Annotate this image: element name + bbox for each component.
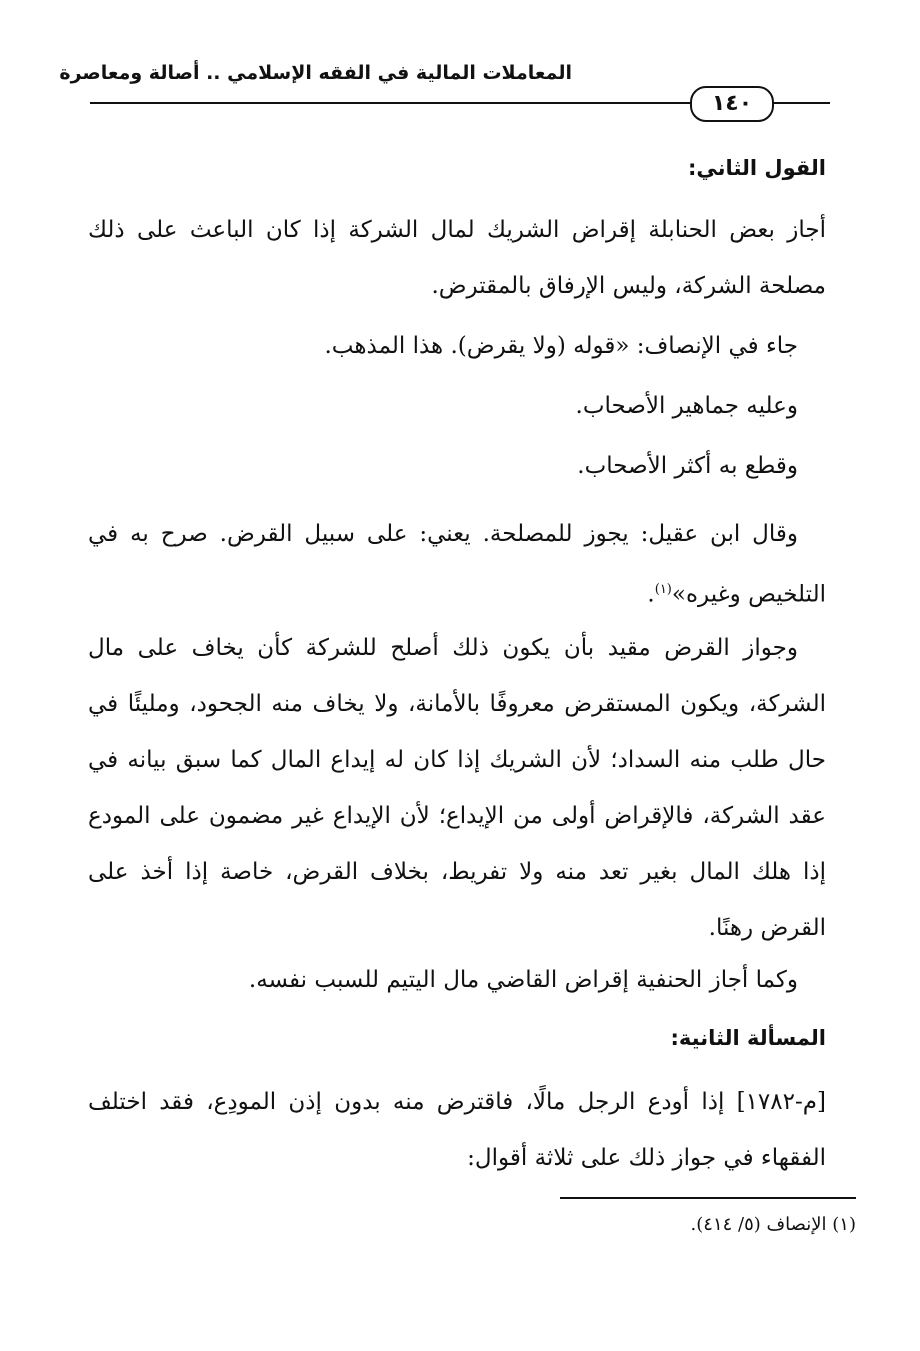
paragraph-7: وكما أجاز الحنفية إقراض القاضي مال اليتيم للسبب نفسه. bbox=[248, 967, 798, 993]
running-title: المعاملات المالية في الفقه الإسلامي .. أصالة ومعاصرة bbox=[59, 62, 572, 84]
paragraph-1: أجاز بعض الحنابلة إقراض الشريك لمال الشركة إذا كان الباعث على ذلك مصلحة الشركة، وليس الإرفاق بالمقترض. bbox=[88, 217, 826, 299]
paragraph-4: وقطع به أكثر الأصحاب. bbox=[577, 453, 798, 479]
heading-second-issue: المسألة الثانية: bbox=[670, 1026, 826, 1050]
page-number: ١٤٠ bbox=[690, 86, 774, 122]
paragraph-2: جاء في الإنصاف: «قوله (ولا يقرض). هذا المذهب. bbox=[324, 333, 798, 359]
paragraph-6: وجواز القرض مقيد بأن يكون ذلك أصلح للشركة كأن يخاف على مال الشركة، ويكون المستقرض معروفًا بالأمانة، ولا يخاف منه الجحود، ومليئًا في حال طلب منه السداد؛ لأن الشريك إذا كان له إيداع المال كما سبق بيانه في عقد الشركة، فالإقراض أولى من الإيداع؛ لأن الإيداع غير مضمون على المودع إذا هلك المال بغير تعد منه ولا تفريط، بخلاف القرض، خاصة إذا أخذ على القرض رهنًا. bbox=[88, 635, 826, 941]
paragraph-3: وعليه جماهير الأصحاب. bbox=[575, 393, 798, 419]
paragraph-5-end: . bbox=[647, 581, 655, 608]
paragraph-5 bbox=[88, 506, 826, 623]
header-rule-left bbox=[770, 102, 830, 104]
footnote-ref: (١) bbox=[654, 582, 672, 597]
header-rule bbox=[90, 102, 690, 104]
paragraph-8: [م-١٧٨٢] إذا أودع الرجل مالًا، فاقترض منه بدون إذن المودِع، فقد اختلف الفقهاء في جواز ذلك على ثلاثة أقوال: bbox=[88, 1089, 826, 1171]
paragraph-5-text: وقال ابن عقيل: يجوز للمصلحة. يعني: على سبيل القرض. صرح به في التلخيص وغيره» bbox=[88, 521, 826, 608]
footnote-separator bbox=[560, 1197, 856, 1199]
heading-second-opinion: القول الثاني: bbox=[688, 156, 826, 180]
footnote-1: (١) الإنصاف (٥/ ٤١٤). bbox=[690, 1214, 856, 1235]
